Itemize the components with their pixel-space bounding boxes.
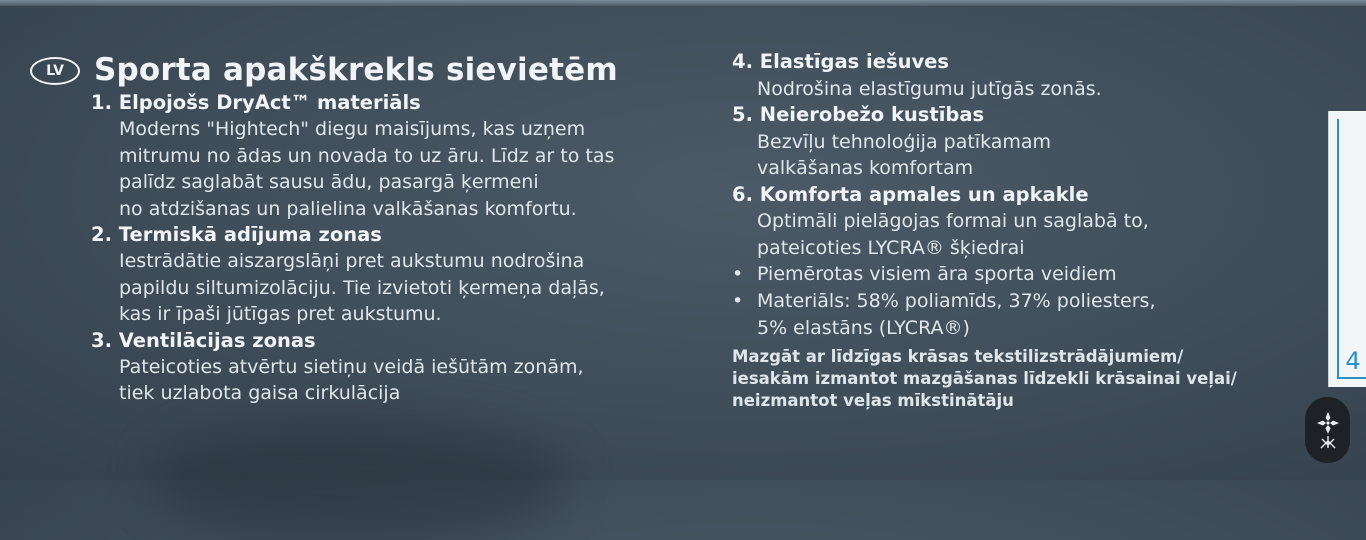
page-number: 4 bbox=[1345, 347, 1361, 375]
section-text: palīdz saglabāt sausu ādu, pasargā ķermeni bbox=[119, 171, 539, 193]
section-text: kas ir īpaši jūtīgas pret aukstumu. bbox=[119, 303, 442, 325]
page-title: Sporta apakškrekls sievietēm bbox=[94, 52, 618, 88]
section-text: Pateicoties atvērtu sietiņu veidā iešūtām zonām, bbox=[119, 355, 584, 378]
page-tab-frame bbox=[1337, 119, 1366, 379]
section-heading: 2. Termiskā adījuma zonas bbox=[91, 223, 382, 246]
section-heading: 1. Elpojošs DryAct™ materiāls bbox=[91, 91, 421, 114]
section-text: Iestrādātie aiszargslāņi pret aukstumu nodrošina bbox=[119, 250, 585, 272]
section-text: mitrumu no ādas un novada to uz āru. Līdz ar to tas bbox=[119, 144, 615, 167]
section-text: Nodrošina elastīgumu jutīgās zonās. bbox=[757, 77, 1102, 100]
page-tab bbox=[1328, 111, 1366, 387]
section-heading: 5. Neierobežo kustības bbox=[732, 103, 985, 126]
care-text: neizmantot veļas mīkstinātāju bbox=[732, 391, 1014, 410]
title-row bbox=[30, 50, 710, 90]
section-text: no atdzišanas un palielina valkāšanas komfortu. bbox=[119, 197, 577, 220]
section-text: Bezvīļu tehnoloģija patīkamam bbox=[757, 130, 1052, 153]
section-text: valkāšanas komfortam bbox=[757, 157, 974, 179]
section-5 bbox=[732, 102, 1292, 182]
bullet-marker: • bbox=[732, 263, 744, 285]
section-4 bbox=[732, 49, 1292, 102]
list-item bbox=[732, 288, 1292, 315]
section-text: tiek uzlabota gaisa cirkulācija bbox=[119, 382, 401, 404]
list-item bbox=[732, 261, 1292, 288]
section-heading: 4. Elastīgas iešuves bbox=[732, 50, 949, 73]
care-text: iesakām izmantot mazgāšanas līdzekli krāsainai veļai/ bbox=[732, 369, 1237, 388]
section-2 bbox=[91, 222, 710, 328]
leaf-emblem-icon bbox=[1313, 408, 1343, 452]
section-3 bbox=[91, 328, 710, 407]
section-text: Optimāli pielāgojas formai un saglabā to, bbox=[757, 210, 1149, 232]
bullet-list bbox=[732, 261, 1292, 342]
section-text: pateicoties LYCRA® šķiedrai bbox=[757, 236, 1025, 259]
leaf-emblem-icon bbox=[1305, 397, 1350, 463]
section-text: papildu siltumizolāciju. Tie izvietoti ķermeņa daļās, bbox=[119, 276, 605, 299]
top-edge-strip bbox=[0, 0, 1366, 6]
language-badge: LV bbox=[30, 57, 80, 85]
bullet-text: Materiāls: 58% poliamīds, 37% poliesters, bbox=[757, 290, 1156, 312]
bullet-marker: • bbox=[732, 290, 744, 312]
shadow bbox=[150, 420, 570, 540]
care-text: Mazgāt ar līdzīgas krāsas tekstilizstrādājumiem/ bbox=[732, 347, 1184, 366]
care-instructions bbox=[732, 346, 1292, 412]
section-6 bbox=[732, 182, 1292, 262]
section-text: Moderns "Hightech" diegu maisījums, kas uzņem bbox=[119, 118, 586, 140]
section-1 bbox=[91, 90, 710, 222]
left-column bbox=[30, 50, 710, 407]
bullet-continuation: 5% elastāns (LYCRA®) bbox=[757, 317, 970, 339]
section-heading: 6. Komforta apmales un apkakle bbox=[732, 182, 1089, 206]
section-heading: 3. Ventilācijas zonas bbox=[91, 328, 316, 352]
right-column bbox=[732, 49, 1292, 412]
bullet-text: Piemērotas visiem āra sporta veidiem bbox=[757, 263, 1117, 285]
